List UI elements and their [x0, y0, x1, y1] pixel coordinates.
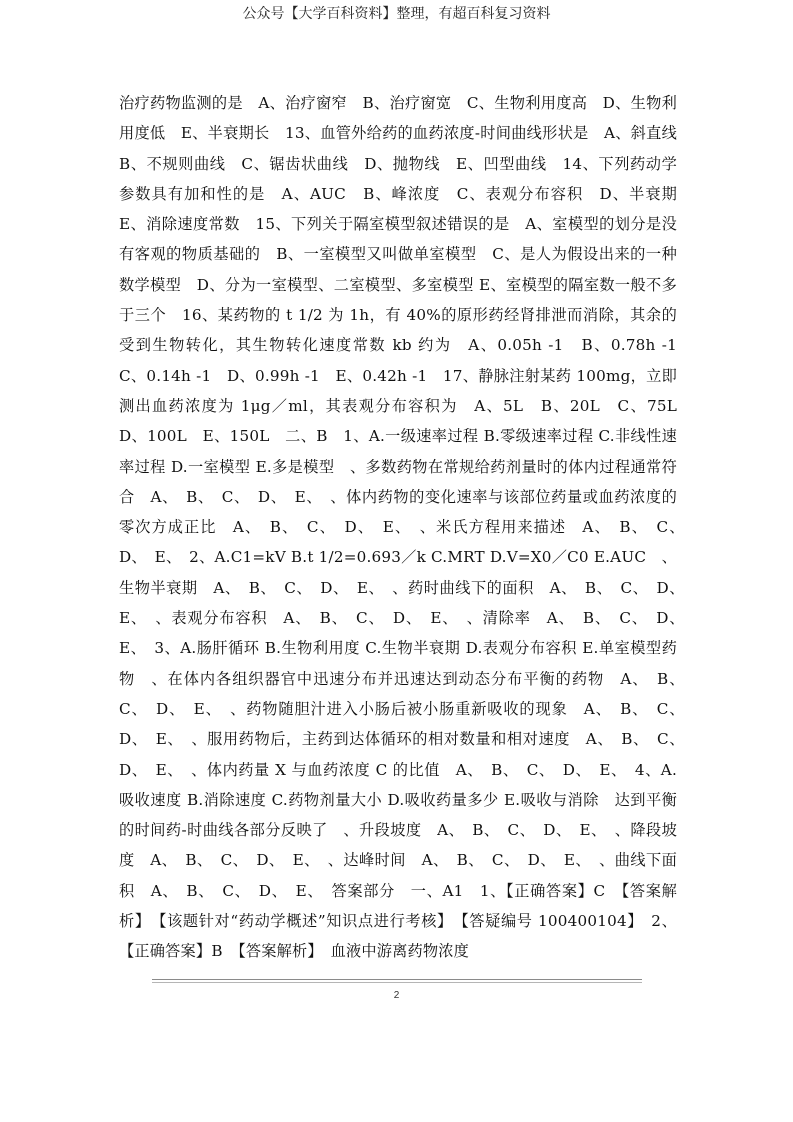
page-number: 2	[393, 990, 400, 1001]
document-body-text: 治疗药物监测的是 A、治疗窗窄 B、治疗窗宽 C、生物利用度高 D、生物利用度低 E、半衰期长 13、血管外给药的血药浓度-时间曲线形状是 A、斜直线 B、不规则曲线 C、锯齿状曲线 D、抛物线 E、凹型曲线 14、下列药动学参数具有加和性的是 A、AUC B、峰浓度 C、表观分布容积 D、半衰期 E、消除速度常数 15、下列关于隔室模型叙述错误的是 A、室模型的划分是没有客观的物质基础的 B、一室模型又叫做单室模型 C、是人为假设出来的一种数学模型 D、分为一室模型、二室模型、多室模型 E、室模型的隔室数一般不多于三个 16、某药物的 t 1/2 为 1h，有 40%的原形药经肾排泄而消除，其余的受到生物转化，其生物转化速度常数 kb 约为 A、0.05h -1 B、0.78h -1 C、0.14h -1 D、0.99h -1 E、0.42h -1 17、静脉注射某药 100mg，立即测出血药浓度为 1μg／ml，其表观分布容积为 A、5L B、20L C、75L D、100L E、150L 二、B 1、A.一级速率过程 B.零级速率过程 C.非线性速率过程 D.一室模型 E.多是模型 、多数药物在常规给药剂量时的体内过程通常符合 A、 B、 C、 D、 E、 、体内药物的变化速率与该部位药量或血药浓度的零次方成正比 A、 B、 C、 D、 E、 、米氏方程用来描述 A、 B、 C、 D、 E、 2、A.C1=kV B.t 1/2=0.693／k C.MRT D.V=X0／C0 E.AUC 、生物半衰期 A、 B、 C、 D、 E、 、药时曲线下的面积 A、 B、 C、 D、 E、 、表观分布容积 A、 B、 C、 D、 E、 、清除率 A、 B、 C、 D、 E、 3、A.肠肝循环 B.生物利用度 C.生物半衰期 D.表观分布容积 E.单室模型药物 、在体内各组织器官中迅速分布并迅速达到动态分布平衡的药物 A、 B、 C、 D、 E、 、药物随胆汁进入小肠后被小肠重新吸收的现象 A、 B、 C、 D、 E、 、服用药物后，主药到达体循环的相对数量和相对速度 A、 B、 C、 D、 E、 、体内药量 X 与血药浓度 C 的比值 A、 B、 C、 D、 E、 4、A.吸收速度 B.消除速度 C.药物剂量大小 D.吸收药量多少 E.吸收与消除 达到平衡的时间药-时曲线各部分反映了 、升段坡度 A、 B、 C、 D、 E、 、降段坡度 A、 B、 C、 D、 E、 、达峰时间 A、 B、 C、 D、 E、 、曲线下面积 A、 B、 C、 D、 E、 答案部分 一、A1 1、【正确答案】C 【答案解析】 【该题针对“药动学概述”知识点进行考核】 【答疑编号 100400104】 2、【正确答案】B 【答案解析】 血液中游离药物浓度	[119, 94, 693, 961]
page-header: 公众号【大学百科资料】整理，有超百科复习资料	[242, 6, 551, 22]
footer-divider	[152, 979, 642, 980]
footer-divider-secondary	[152, 982, 642, 983]
